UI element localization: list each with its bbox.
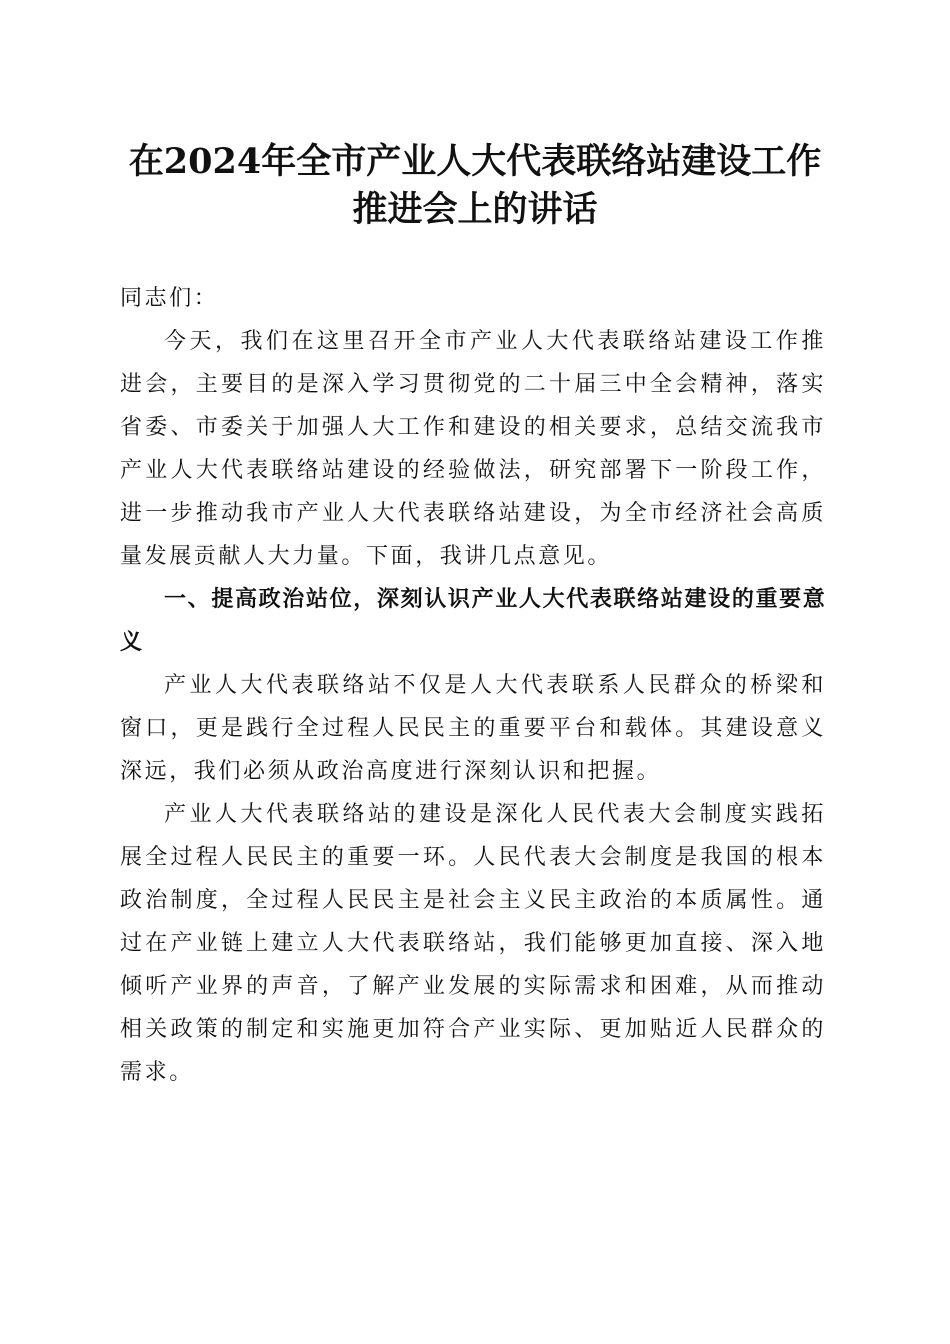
title-line-1: 在2024年全市产业人大代表联络站建设工作: [128, 141, 822, 182]
section-1-paragraph-1: 产业人大代表联络站不仅是人大代表联系人民群众的桥梁和窗口，更是践行全过程人民民主的重要平台和载体。其建设意义深远，我们必须从政治高度进行深刻认识和把握。: [120, 673, 826, 784]
section-1-paragraph-2: 产业人大代表联络站的建设是深化人民代表大会制度实践拓展全过程人民民主的重要一环。人民代表大会制度是我国的根本政治制度，全过程人民民主是社会主义民主政治的本质属性。通过在产业链上建立人大代表联络站，我们能够更加直接、深入地倾听产业界的声音，了解产业发展的实际需求和困难，从而推动相关政策的制定和实施更加符合产业实际、更加贴近人民群众的需求。: [120, 802, 826, 1085]
section-heading-1: 一、提高政治站位，深刻认识产业人大代表联络站建设的重要意义: [120, 586, 826, 655]
document-title: [100, 138, 850, 234]
document-body: [120, 277, 826, 1094]
intro-paragraph: 今天，我们在这里召开全市产业人大代表联络站建设工作推进会，主要目的是深入学习贯彻党的二十届三中全会精神，落实省委、市委关于加强人大工作和建设的相关要求，总结交流我市产业人大代表联络站建设的经验做法，研究部署下一阶段工作，进一步推动我市产业人大代表联络站建设，为全市经济社会高质量发展贡献人大力量。下面，我讲几点意见。: [120, 329, 826, 569]
title-line-2: 推进会上的讲话: [352, 189, 598, 230]
salutation: 同志们：: [120, 286, 219, 311]
